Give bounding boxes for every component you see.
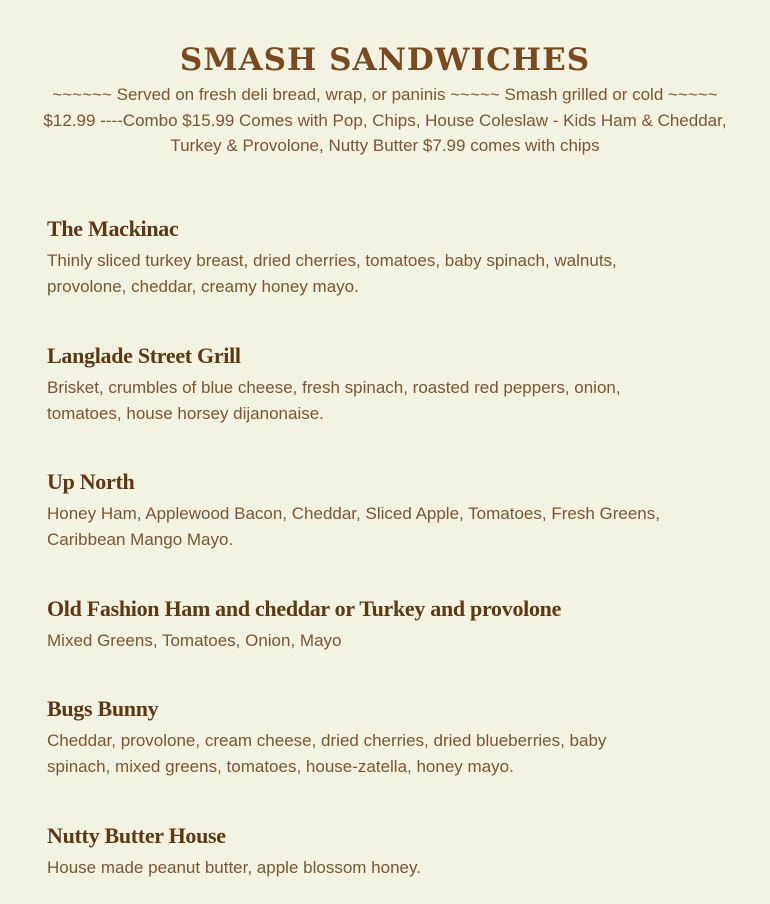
menu-item-description: Honey Ham, Applewood Bacon, Cheddar, Sliced Apple, Tomatoes, Fresh Greens, Caribbean Mango Mayo. — [47, 504, 660, 549]
menu-item-name: Nutty Butter House — [47, 823, 226, 848]
menu-item-description: Mixed Greens, Tomatoes, Onion, Mayo — [47, 631, 342, 650]
menu-header — [40, 40, 730, 159]
menu-subtitle: ~~~~~~ Served on fresh deli bread, wrap, or paninis ~~~~~ Smash grilled or cold ~~~~~ $12.99 ----Combo $15.99 Comes with Pop, Chips, House Coleslaw - Kids Ham & Cheddar, Turkey & Provolone, Nutty Butter $7.99 comes with chips — [43, 85, 727, 155]
menu-item-name: Bugs Bunny — [47, 696, 159, 721]
menu-item-name: Up North — [47, 469, 135, 494]
menu-item-description: House made peanut butter, apple blossom honey. — [47, 858, 421, 877]
menu-item-description: Thinly sliced turkey breast, dried cherries, tomatoes, baby spinach, walnuts, provolone, cheddar, creamy honey mayo. — [47, 251, 617, 296]
menu-title: SMASH SANDWICHES — [179, 42, 591, 78]
menu-item-name: Old Fashion Ham and cheddar or Turkey and provolone — [47, 596, 562, 621]
menu-item-name: Langlade Street Grill — [47, 343, 241, 368]
menu-item-nutty-butter-house — [47, 817, 667, 881]
menu-item-bugs-bunny — [47, 690, 667, 780]
menu-item-langlade-street-grill — [47, 337, 667, 427]
menu-item-old-fashion-ham-turkey — [47, 590, 667, 654]
menu-item-the-mackinac — [47, 210, 667, 300]
menu-item-description: Cheddar, provolone, cream cheese, dried cherries, dried blueberries, baby spinach, mixed greens, tomatoes, house-zatella, honey mayo. — [47, 731, 607, 776]
menu-item-description: Brisket, crumbles of blue cheese, fresh spinach, roasted red peppers, onion, tomatoes, house horsey dijanonaise. — [47, 378, 621, 423]
menu-item-name: The Mackinac — [47, 216, 179, 241]
menu-item-up-north — [47, 463, 667, 553]
